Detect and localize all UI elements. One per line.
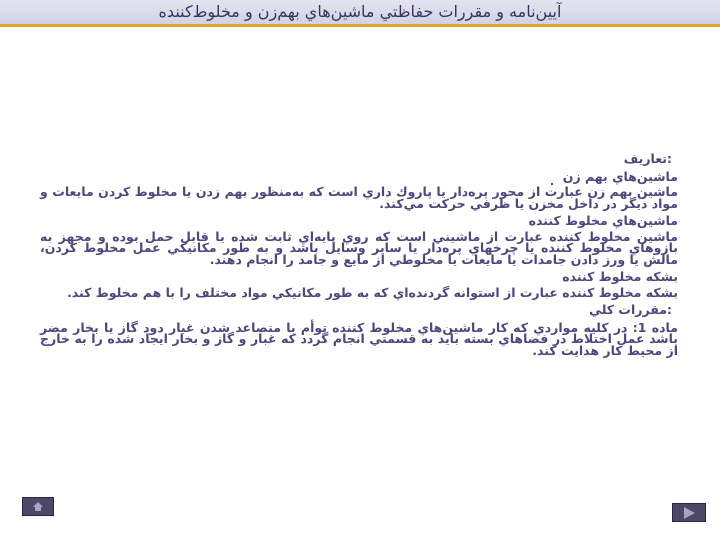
article1-paragraph (40, 319, 678, 358)
general-rules-heading: :مقررات كلي (589, 302, 672, 317)
drum-heading-label: بشكه مخلوط كننده (562, 269, 678, 284)
mixer-paragraph (40, 186, 678, 209)
blender-heading-label: ماشين‌هاي مخلوط كننده (528, 213, 678, 228)
title-bar (0, 0, 720, 27)
blender-text: ماشين مخلوط كننده عبارت از ماشيني است كه روي پايه‌اي ثابت شده يا قابل حمل بوده و مجهز به بازوهاي مخلوط كننده يا چرخهاي پره‌دار يا ساير وسايل باشد و به طور مكانيكي عمل مخلوط كردن، مالش يا ورز دادن جامدات يا مايعات يا مخلوطي از مايع و جامد را انجام دهند. (40, 228, 678, 267)
slide-title: آيين‌نامه و مقررات حفاظتي ماشين‌هاي بهم‌زن و مخلوط‌كننده (158, 2, 562, 21)
drum-paragraph (40, 284, 678, 300)
article1-label: ماده 1: (632, 319, 678, 335)
play-icon (684, 507, 695, 519)
definitions-heading: :تعاريف (623, 151, 672, 166)
article1-text: در كليه مواردي كه كار ماشين‌هاي مخلوط كننده توأم با متصاعد شدن غبار دود گاز يا بخار مضر باشد عمل اختلاط در فضاهاي بسته بايد به قسمتي انجام گردد كه غبار و گاز و بخار ايجاد شده را به خارج از محيط كار هدايت كند. (40, 319, 678, 358)
slide-body (40, 153, 678, 362)
drum-text: بشكه مخلوط كننده عبارت از استوانه گردنده‌اي كه به طور مكانيكي مواد مختلف را با هم مخلوط كند. (67, 284, 678, 300)
blender-heading (40, 215, 678, 227)
mixer-text: ماشين بهم زن عبارت از محور پره‌دار يا پاروك داري است كه به‌منظور بهم زدن يا مخلوط كردن مايعات و مواد ديگر در داخل مخزن يا ظرفي حركت مي‌كند. (40, 184, 678, 211)
next-slide-button[interactable] (672, 503, 706, 522)
drum-heading (40, 271, 678, 283)
mixer-heading (40, 168, 678, 184)
home-button[interactable] (22, 497, 54, 516)
mixer-heading-label: ماشين‌هاي بهم زن (562, 168, 678, 184)
blender-paragraph (40, 228, 678, 267)
home-icon (33, 502, 43, 507)
